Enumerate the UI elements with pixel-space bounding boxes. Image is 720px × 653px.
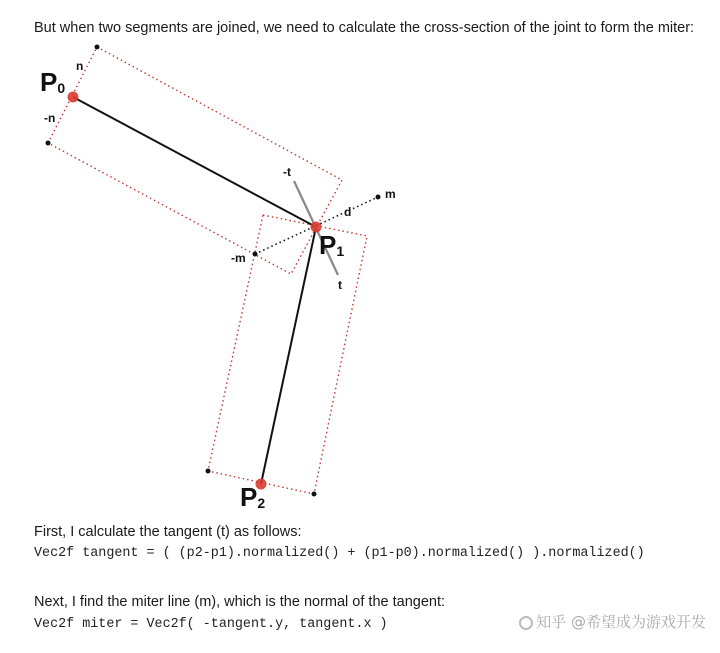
label-n: n bbox=[76, 59, 84, 73]
watermark bbox=[519, 611, 706, 632]
corner-dot bbox=[312, 492, 317, 497]
corner-dot bbox=[95, 45, 100, 50]
corner-dot bbox=[206, 469, 211, 474]
label-p1: P1 bbox=[319, 230, 345, 260]
label-neg-m: -m bbox=[231, 251, 246, 265]
watermark-icon bbox=[519, 616, 533, 630]
tangent-code: Vec2f tangent = ( (p2-p1).normalized() + (p1-p0).normalized() ).normalized() bbox=[34, 546, 645, 561]
segment-p1-p2 bbox=[261, 227, 316, 484]
segment-p0-p1 bbox=[73, 97, 316, 227]
miter-end-dot bbox=[376, 195, 381, 200]
label-d: d bbox=[344, 205, 352, 219]
label-neg-t: -t bbox=[283, 165, 291, 179]
corner-dot bbox=[46, 141, 51, 146]
label-t: t bbox=[338, 278, 342, 292]
watermark-text: 知乎 @希望成为游戏开发 bbox=[536, 613, 706, 631]
tangent-explanation: First, I calculate the tangent (t) as follows: bbox=[34, 524, 302, 540]
intro-text: But when two segments are joined, we need to calculate the cross-section of the joint to form the miter: bbox=[34, 20, 695, 36]
miter-code: Vec2f miter = Vec2f( -tangent.y, tangent.x ) bbox=[34, 617, 388, 632]
segment1-outline bbox=[48, 47, 345, 274]
miter-end-dot bbox=[253, 252, 258, 257]
point-p0 bbox=[68, 92, 79, 103]
label-m: m bbox=[385, 187, 396, 201]
label-p0: P0 bbox=[40, 67, 66, 97]
label-neg-n: -n bbox=[44, 111, 56, 125]
label-p2: P2 bbox=[240, 482, 266, 512]
miter-explanation: Next, I find the miter line (m), which is the normal of the tangent: bbox=[34, 594, 446, 610]
